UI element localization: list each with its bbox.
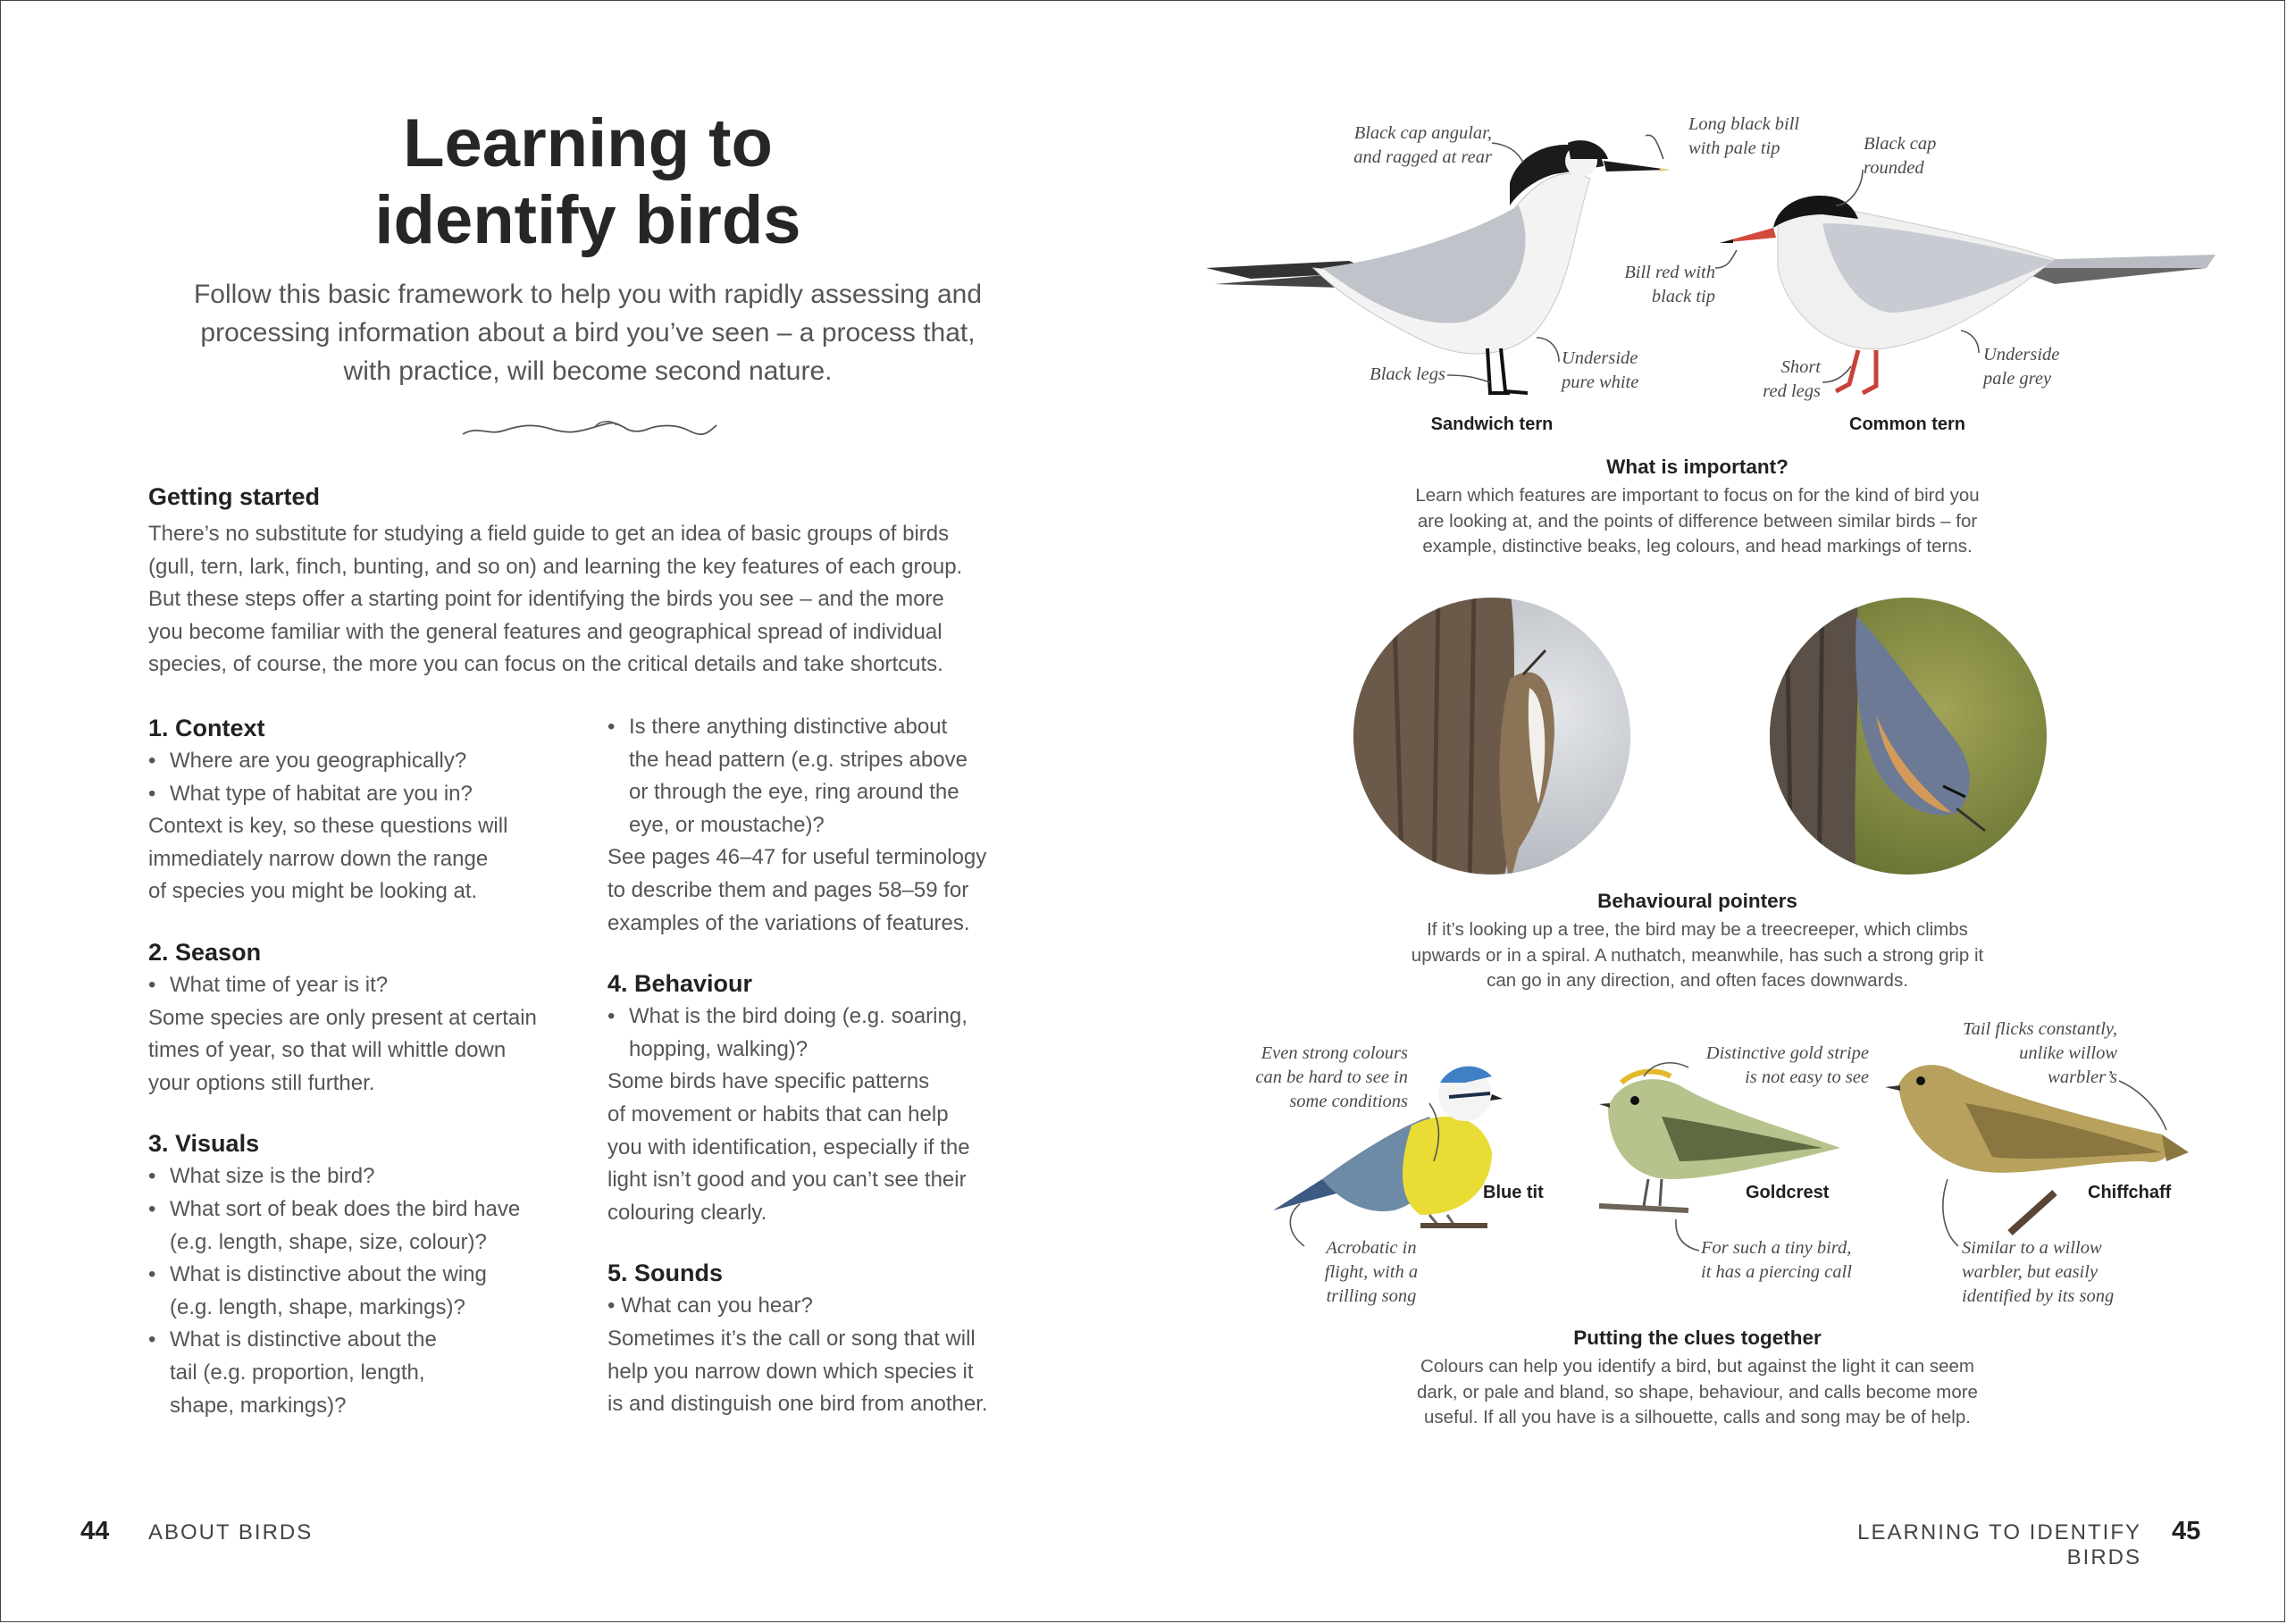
annotation-gold-stripe (1662, 1042, 1869, 1090)
text-line: times of year, so that will whittle down (148, 1038, 507, 1063)
label-goldcrest: Goldcrest (1746, 1183, 1830, 1202)
annotation-cap-rounded (1864, 132, 1989, 180)
bullet-text: What can you hear? (621, 1293, 813, 1318)
text-line: of movement or habits that can help (607, 1101, 949, 1126)
treecreeper-photo (1340, 590, 1644, 893)
visuals-heading: 3. Visuals (148, 1130, 260, 1158)
annotation-line: Short (1780, 357, 1821, 377)
annotation-line: Black legs (1370, 364, 1445, 384)
bullet-continuation: hopping, walking)? (629, 1036, 808, 1061)
text-line: to describe them and pages 58–59 for (607, 877, 969, 902)
annotation-line: warbler, but easily (1962, 1262, 2099, 1282)
label-common-tern: Common tern (1849, 414, 1965, 434)
bullet-continuation: (e.g. length, shape, size, colour)? (170, 1229, 487, 1254)
bullet-item: • What type of habitat are you in? (148, 778, 568, 811)
sounds-heading: 5. Sounds (607, 1260, 724, 1287)
annotation-line: trilling song (1326, 1286, 1417, 1306)
annotation-line: pale grey (1983, 369, 2052, 389)
bullet-item: • What size is the bird? (148, 1160, 568, 1193)
behavioural-pointers-heading: Behavioural pointers (1597, 890, 1797, 912)
text-line: Context is key, so these questions will (148, 814, 508, 839)
annotation-line: Similar to a willow (1962, 1238, 2102, 1258)
annotation-line: Underside (1562, 348, 1638, 368)
annotation-line: Acrobatic in (1326, 1238, 1417, 1258)
text-line: colouring clearly. (607, 1200, 767, 1225)
bullet-continuation: tail (e.g. proportion, length, (170, 1360, 425, 1385)
annotation-line: warbler’s (2048, 1067, 2117, 1087)
bullet-item: • What is distinctive about the wing (148, 1259, 568, 1292)
bullet-item: • What is the bird doing (e.g. soaring, (607, 1000, 1036, 1034)
annotation-underside-grey (1983, 343, 2117, 391)
bullet-continuation: or through the eye, ring around the (629, 780, 959, 805)
annotation-line: flight, with a (1324, 1262, 1419, 1282)
annotation-line: Long black bill (1688, 114, 1800, 134)
text-line: immediately narrow down the range (148, 846, 489, 871)
text-line: of species you might be looking at. (148, 879, 478, 904)
bullet-continuation: the head pattern (e.g. stripes above (629, 747, 968, 772)
bullet-item: • What is distinctive about the (148, 1324, 568, 1357)
text-line: examples of the variations of features. (607, 910, 970, 935)
annotation-line: with pale tip (1688, 138, 1780, 158)
label-chiffchaff: Chiffchaff (2088, 1183, 2172, 1202)
annotation-line: unlike willow (2019, 1043, 2117, 1063)
text-line: are looking at, and the points of difference between similar birds – for (1417, 510, 1978, 532)
annotation-line: identified by its song (1962, 1286, 2115, 1306)
text-line: you with identification, especially if the (607, 1134, 970, 1159)
season-heading: 2. Season (148, 938, 262, 966)
annotation-line: Distinctive gold stripe (1705, 1043, 1869, 1063)
intro-line: processing information about a bird you’ve seen – a process that, (200, 318, 976, 347)
text-line: species, of course, the more you can focus on the critical details and take shortcuts. (148, 652, 943, 676)
running-footer-right: LEARNING TO IDENTIFY BIRDS (1857, 1520, 2141, 1570)
text-line: useful. If all you have is a silhouette, calls and song may be of help. (1424, 1407, 1971, 1427)
bullet-continuation: eye, or moustache)? (629, 812, 825, 837)
annotation-tiny-bird (1701, 1236, 1889, 1285)
annotation-acrobatic (1286, 1236, 1456, 1309)
bullet-item: • What time of year is it? (148, 969, 568, 1002)
annotation-line: is not easy to see (1745, 1067, 1869, 1087)
behaviour-heading: 4. Behaviour (607, 970, 753, 998)
text-line: Learn which features are important to focus on for the kind of bird you (1415, 485, 1980, 506)
text-line: But these steps offer a starting point for identifying the birds you see – and the more (148, 587, 944, 611)
context-heading: 1. Context (148, 715, 265, 741)
annotation-cap-angular (1286, 121, 1492, 170)
bullet-item: • What sort of beak does the bird have (148, 1193, 568, 1226)
annotation-underside-white (1562, 347, 1696, 395)
annotation-line: some conditions (1289, 1092, 1408, 1111)
text-line: See pages 46–47 for useful terminology (607, 845, 987, 870)
what-important-heading: What is important? (1606, 456, 1789, 478)
annotation-line: For such a tiny bird, (1701, 1238, 1852, 1258)
text-line: dark, or pale and bland, so shape, behaviour, and calls become more (1417, 1381, 1978, 1402)
getting-started-heading: Getting started (148, 483, 321, 510)
bullet-item: • Is there anything distinctive about (607, 711, 1036, 744)
annotation-line: and ragged at rear (1353, 147, 1492, 167)
annotation-line: can be hard to see in (1255, 1067, 1408, 1087)
label-sandwich-tern: Sandwich tern (1430, 414, 1554, 434)
bullet-continuation: (e.g. length, shape, markings)? (170, 1294, 465, 1319)
text-line: upwards or in a spiral. A nuthatch, meanwhile, has such a strong grip it (1411, 944, 1984, 966)
page-number-right: 45 (2172, 1517, 2201, 1545)
text-line: (gull, tern, lark, finch, bunting, and so on) and learning the key features of each group. (148, 554, 963, 579)
text-line: help you narrow down which species it (607, 1359, 974, 1384)
text-line: Colours can help you identify a bird, but against the light it can seem (1420, 1356, 1974, 1377)
annotation-short-red-legs (1697, 356, 1821, 404)
clues-heading: Putting the clues together (1573, 1327, 1822, 1349)
annotation-line: it has a piercing call (1701, 1262, 1852, 1282)
intro-line: Follow this basic framework to help you with rapidly assessing and (193, 280, 983, 309)
text-line: you become familiar with the general features and geographical spread of individual (148, 619, 942, 644)
annotation-black-legs (1313, 363, 1445, 387)
text-line: Some birds have specific patterns (607, 1069, 930, 1094)
text-line: Sometimes it’s the call or song that will (607, 1326, 976, 1351)
text-line: light isn’t good and you can’t see their (607, 1168, 967, 1193)
text-line: Some species are only present at certain (148, 1005, 537, 1030)
annotation-line: Black cap (1864, 134, 1937, 154)
nuthatch-photo (1756, 590, 2060, 893)
annotation-bill-red (1554, 261, 1715, 309)
annotation-line: Underside (1983, 345, 2060, 364)
running-footer-left: ABOUT BIRDS (148, 1520, 314, 1544)
text-line: example, distinctive beaks, leg colours, and head markings of terns. (1422, 536, 1973, 557)
text-line: your options still further. (148, 1070, 375, 1095)
title-line: Learning to (403, 105, 773, 181)
bullet-item: • Where are you geographically? (148, 745, 568, 778)
behavioural-pointers-text (1340, 917, 2055, 994)
annotation-line: Tail flicks constantly, (1963, 1019, 2117, 1039)
annotation-line: black tip (1651, 287, 1715, 306)
annotation-strong-colours (1215, 1042, 1408, 1114)
annotation-long-bill (1688, 113, 1867, 161)
annotation-line: Bill red with (1624, 263, 1715, 282)
annotation-line: red legs (1763, 381, 1821, 401)
annotation-tail-flicks (1912, 1017, 2117, 1090)
label-blue-tit: Blue tit (1483, 1183, 1544, 1202)
page-number-left: 44 (80, 1517, 110, 1545)
text-line: There’s no substitute for studying a field guide to get an idea of basic groups of birds (148, 522, 950, 546)
annotation-line: Black cap angular, (1353, 123, 1492, 143)
intro-line: with practice, will become second nature. (343, 356, 833, 386)
bullet-continuation: shape, markings)? (170, 1393, 347, 1418)
title-line: identify birds (374, 182, 801, 258)
text-line: is and distinguish one bird from another. (607, 1392, 988, 1417)
annotation-line: rounded (1864, 158, 1924, 178)
chiffchaff-illustration (1885, 1065, 2189, 1233)
annotation-willow (1962, 1236, 2149, 1309)
text-line: If it’s looking up a tree, the bird may be a treecreeper, which climbs (1427, 919, 1968, 940)
text-line: can go in any direction, and often faces downwards. (1487, 970, 1908, 991)
clues-text (1340, 1354, 2055, 1431)
what-important-text (1340, 483, 2055, 560)
annotation-line: Even strong colours (1261, 1043, 1408, 1063)
annotation-line: pure white (1562, 373, 1639, 392)
